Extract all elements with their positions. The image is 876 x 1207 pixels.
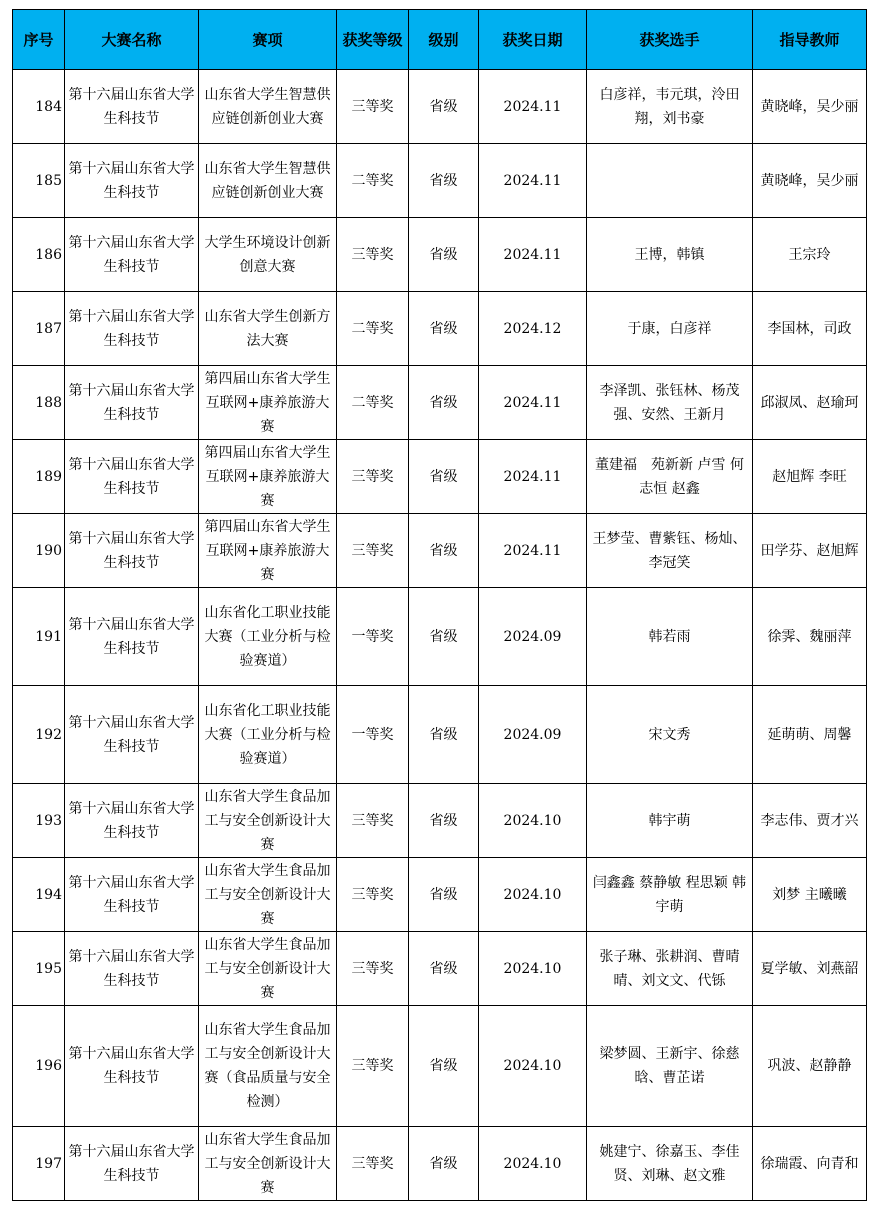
teachers-cell: 王宗玲 [753,218,867,292]
teachers-cell: 邱淑凤、赵瑜珂 [753,366,867,440]
contest-name-cell: 第十六届山东省大学生科技节 [65,366,199,440]
winners-cell: 王梦莹、曹紫钰、杨灿、李冠笑 [587,514,753,588]
header-cell: 获奖选手 [587,10,753,70]
contest-name-cell: 第十六届山东省大学生科技节 [65,784,199,858]
teachers-cell: 巩波、赵静静 [753,1006,867,1127]
row-number-cell: 194 [13,858,65,932]
winners-cell: 姚建宁、徐嘉玉、李佳贤、刘琳、赵文雅 [587,1127,753,1201]
prize-level-cell: 三等奖 [337,218,409,292]
event-cell: 山东省大学生食品加工与安全创新设计大赛 [199,932,337,1006]
level-cell: 省级 [409,858,479,932]
winners-cell: 闫鑫鑫 蔡静敏 程思颖 韩宇萌 [587,858,753,932]
level-cell: 省级 [409,440,479,514]
teachers-cell: 黄晓峰，吴少丽 [753,144,867,218]
header-cell: 级别 [409,10,479,70]
header-cell: 获奖日期 [479,10,587,70]
event-cell: 第四届山东省大学生互联网+康养旅游大赛 [199,440,337,514]
award-date-cell: 2024.12 [479,292,587,366]
winners-cell: 宋文秀 [587,686,753,784]
row-number-cell: 186 [13,218,65,292]
contest-name-cell: 第十六届山东省大学生科技节 [65,932,199,1006]
award-date-cell: 2024.10 [479,932,587,1006]
header-cell: 指导教师 [753,10,867,70]
table-header-row [13,10,867,70]
level-cell: 省级 [409,1006,479,1127]
event-cell: 山东省大学生食品加工与安全创新设计大赛 [199,858,337,932]
prize-level-cell: 三等奖 [337,440,409,514]
award-date-cell: 2024.10 [479,784,587,858]
table-row [13,218,867,292]
award-date-cell: 2024.11 [479,514,587,588]
awards-table [12,9,867,1201]
level-cell: 省级 [409,588,479,686]
award-date-cell: 2024.09 [479,588,587,686]
event-cell: 山东省大学生智慧供应链创新创业大赛 [199,144,337,218]
contest-name-cell: 第十六届山东省大学生科技节 [65,686,199,784]
header-cell: 获奖等级 [337,10,409,70]
award-date-cell: 2024.11 [479,144,587,218]
row-number-cell: 187 [13,292,65,366]
header-cell: 大赛名称 [65,10,199,70]
winners-cell: 梁梦圆、王新宇、徐慈晗、曹芷诺 [587,1006,753,1127]
row-number-cell: 185 [13,144,65,218]
level-cell: 省级 [409,144,479,218]
table-row [13,292,867,366]
level-cell: 省级 [409,686,479,784]
event-cell: 山东省大学生食品加工与安全创新设计大赛 [199,1127,337,1201]
prize-level-cell: 三等奖 [337,514,409,588]
teachers-cell: 徐霁、魏丽萍 [753,588,867,686]
row-number-cell: 189 [13,440,65,514]
winners-cell: 于康，白彦祥 [587,292,753,366]
table-row [13,144,867,218]
winners-cell: 董建福 苑新新 卢雪 何志恒 赵鑫 [587,440,753,514]
prize-level-cell: 一等奖 [337,686,409,784]
teachers-cell: 黄晓峰，吴少丽 [753,70,867,144]
table-row [13,784,867,858]
table-row [13,366,867,440]
table-row [13,1127,867,1201]
table-row [13,686,867,784]
table-row [13,858,867,932]
prize-level-cell: 一等奖 [337,588,409,686]
table-row [13,514,867,588]
teachers-cell: 刘梦 主曦曦 [753,858,867,932]
contest-name-cell: 第十六届山东省大学生科技节 [65,144,199,218]
winners-cell: 王博，韩镇 [587,218,753,292]
teachers-cell: 夏学敏、刘燕韶 [753,932,867,1006]
level-cell: 省级 [409,292,479,366]
prize-level-cell: 三等奖 [337,70,409,144]
awards-table-page [12,9,867,1201]
event-cell: 山东省大学生创新方法大赛 [199,292,337,366]
contest-name-cell: 第十六届山东省大学生科技节 [65,1006,199,1127]
row-number-cell: 188 [13,366,65,440]
teachers-cell: 延萌萌、周馨 [753,686,867,784]
table-row [13,932,867,1006]
event-cell: 山东省大学生食品加工与安全创新设计大赛 [199,784,337,858]
award-date-cell: 2024.11 [479,218,587,292]
event-cell: 山东省大学生智慧供应链创新创业大赛 [199,70,337,144]
contest-name-cell: 第十六届山东省大学生科技节 [65,70,199,144]
winners-cell: 韩若雨 [587,588,753,686]
contest-name-cell: 第十六届山东省大学生科技节 [65,514,199,588]
level-cell: 省级 [409,70,479,144]
contest-name-cell: 第十六届山东省大学生科技节 [65,588,199,686]
award-date-cell: 2024.11 [479,366,587,440]
prize-level-cell: 二等奖 [337,292,409,366]
row-number-cell: 191 [13,588,65,686]
winners-cell: 韩宇萌 [587,784,753,858]
event-cell: 山东省化工职业技能大赛（工业分析与检验赛道） [199,588,337,686]
contest-name-cell: 第十六届山东省大学生科技节 [65,292,199,366]
contest-name-cell: 第十六届山东省大学生科技节 [65,440,199,514]
award-date-cell: 2024.10 [479,1006,587,1127]
winners-cell: 张子琳、张耕润、曹晴晴、刘文文、代铄 [587,932,753,1006]
row-number-cell: 193 [13,784,65,858]
teachers-cell: 徐瑞霞、向青和 [753,1127,867,1201]
prize-level-cell: 三等奖 [337,858,409,932]
event-cell: 山东省大学生食品加工与安全创新设计大赛（食品质量与安全检测） [199,1006,337,1127]
contest-name-cell: 第十六届山东省大学生科技节 [65,218,199,292]
winners-cell: 白彦祥，韦元琪，泠田翔，刘书豪 [587,70,753,144]
award-date-cell: 2024.10 [479,858,587,932]
row-number-cell: 184 [13,70,65,144]
award-date-cell: 2024.11 [479,70,587,144]
winners-cell: 李泽凯、张钰林、杨茂强、安然、王新月 [587,366,753,440]
event-cell: 第四届山东省大学生互联网+康养旅游大赛 [199,366,337,440]
level-cell: 省级 [409,932,479,1006]
header-cell: 赛项 [199,10,337,70]
table-row [13,588,867,686]
prize-level-cell: 三等奖 [337,1006,409,1127]
event-cell: 山东省化工职业技能大赛（工业分析与检验赛道） [199,686,337,784]
contest-name-cell: 第十六届山东省大学生科技节 [65,858,199,932]
row-number-cell: 197 [13,1127,65,1201]
award-date-cell: 2024.09 [479,686,587,784]
row-number-cell: 195 [13,932,65,1006]
teachers-cell: 田学芬、赵旭辉 [753,514,867,588]
level-cell: 省级 [409,514,479,588]
event-cell: 第四届山东省大学生互联网+康养旅游大赛 [199,514,337,588]
row-number-cell: 192 [13,686,65,784]
contest-name-cell: 第十六届山东省大学生科技节 [65,1127,199,1201]
prize-level-cell: 二等奖 [337,366,409,440]
prize-level-cell: 三等奖 [337,784,409,858]
row-number-cell: 190 [13,514,65,588]
level-cell: 省级 [409,218,479,292]
level-cell: 省级 [409,366,479,440]
prize-level-cell: 三等奖 [337,932,409,1006]
row-number-cell: 196 [13,1006,65,1127]
event-cell: 大学生环境设计创新创意大赛 [199,218,337,292]
level-cell: 省级 [409,784,479,858]
level-cell: 省级 [409,1127,479,1201]
header-cell: 序号 [13,10,65,70]
teachers-cell: 赵旭辉 李旺 [753,440,867,514]
award-date-cell: 2024.11 [479,440,587,514]
winners-cell [587,144,753,218]
award-date-cell: 2024.10 [479,1127,587,1201]
teachers-cell: 李国林，司政 [753,292,867,366]
table-row [13,1006,867,1127]
prize-level-cell: 二等奖 [337,144,409,218]
table-row [13,440,867,514]
table-row [13,70,867,144]
prize-level-cell: 三等奖 [337,1127,409,1201]
teachers-cell: 李志伟、贾才兴 [753,784,867,858]
